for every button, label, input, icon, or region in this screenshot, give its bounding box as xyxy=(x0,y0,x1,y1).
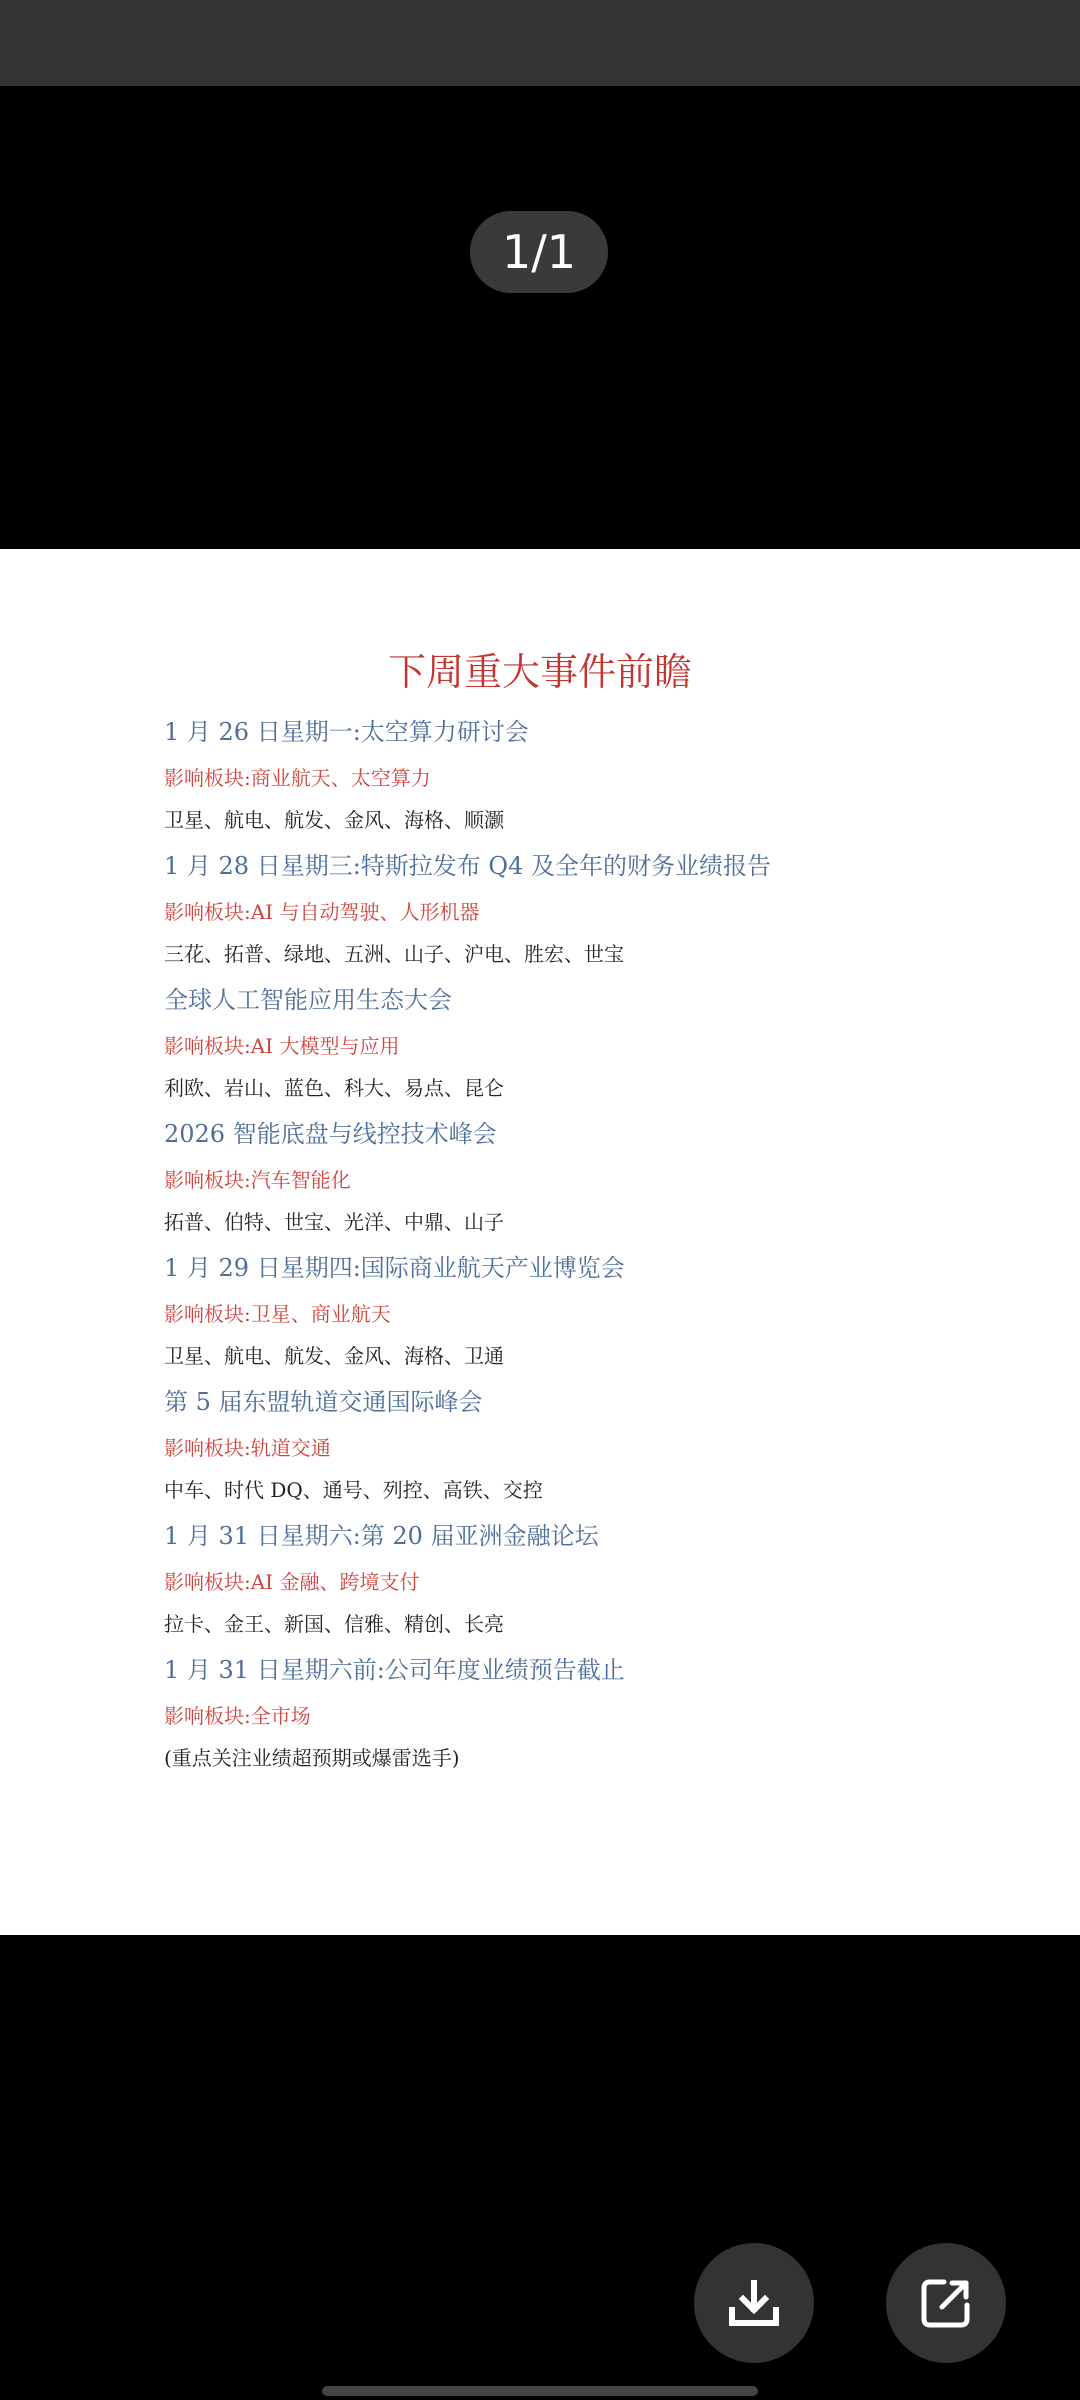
event-stocks: (重点关注业绩超预期或爆雷选手) xyxy=(164,1746,460,1770)
event-item xyxy=(164,1116,1044,1236)
event-sector: 影响板块:卫星、商业航天 xyxy=(164,1302,391,1326)
download-icon xyxy=(724,2273,784,2333)
event-title: 1 月 31 日星期六:第 20 届亚洲金融论坛 xyxy=(164,1522,599,1550)
event-stocks: 卫星、航电、航发、金风、海格、顺灏 xyxy=(164,808,504,832)
event-stocks: 中车、时代 DQ、通号、列控、高铁、交控 xyxy=(164,1478,543,1502)
event-title: 1 月 26 日星期一:太空算力研讨会 xyxy=(164,718,529,746)
download-button[interactable] xyxy=(694,2243,814,2363)
event-stocks: 利欧、岩山、蓝色、科大、易点、昆仑 xyxy=(164,1076,504,1100)
event-title: 1 月 29 日星期四:国际商业航天产业博览会 xyxy=(164,1254,625,1282)
share-external-icon xyxy=(916,2273,976,2333)
event-item xyxy=(164,1384,1044,1504)
event-list xyxy=(164,714,1044,1786)
event-sector: 影响板块:AI 与自动驾驶、人形机器 xyxy=(164,900,480,924)
event-title: 2026 智能底盘与线控技术峰会 xyxy=(164,1120,497,1148)
event-title: 第 5 届东盟轨道交通国际峰会 xyxy=(164,1388,483,1416)
event-item xyxy=(164,714,1044,834)
event-sector: 影响板块:全市场 xyxy=(164,1704,311,1728)
event-stocks: 三花、拓普、绿地、五洲、山子、沪电、胜宏、世宝 xyxy=(164,942,624,966)
home-indicator[interactable] xyxy=(322,2386,758,2396)
event-sector: 影响板块:商业航天、太空算力 xyxy=(164,766,431,790)
event-title: 全球人工智能应用生态大会 xyxy=(164,986,452,1014)
event-stocks: 拓普、伯特、世宝、光洋、中鼎、山子 xyxy=(164,1210,504,1234)
event-item xyxy=(164,982,1044,1102)
page-indicator: 1/1 xyxy=(470,211,608,293)
document-title: 下周重大事件前瞻 xyxy=(387,650,692,694)
event-sector: 影响板块:汽车智能化 xyxy=(164,1168,351,1192)
event-sector: 影响板块:AI 金融、跨境支付 xyxy=(164,1570,420,1594)
open-external-button[interactable] xyxy=(886,2243,1006,2363)
event-stocks: 拉卡、金王、新国、信雅、精创、长亮 xyxy=(164,1612,504,1636)
event-sector: 影响板块:AI 大模型与应用 xyxy=(164,1034,400,1058)
event-sector: 影响板块:轨道交通 xyxy=(164,1436,331,1460)
event-item xyxy=(164,1518,1044,1638)
status-bar xyxy=(0,0,1080,86)
event-title: 1 月 31 日星期六前:公司年度业绩预告截止 xyxy=(164,1656,625,1684)
event-item xyxy=(164,1250,1044,1370)
event-item xyxy=(164,848,1044,968)
event-title: 1 月 28 日星期三:特斯拉发布 Q4 及全年的财务业绩报告 xyxy=(164,852,771,880)
event-item xyxy=(164,1652,1044,1772)
event-stocks: 卫星、航电、航发、金风、海格、卫通 xyxy=(164,1344,504,1368)
document-page[interactable] xyxy=(0,549,1080,1935)
